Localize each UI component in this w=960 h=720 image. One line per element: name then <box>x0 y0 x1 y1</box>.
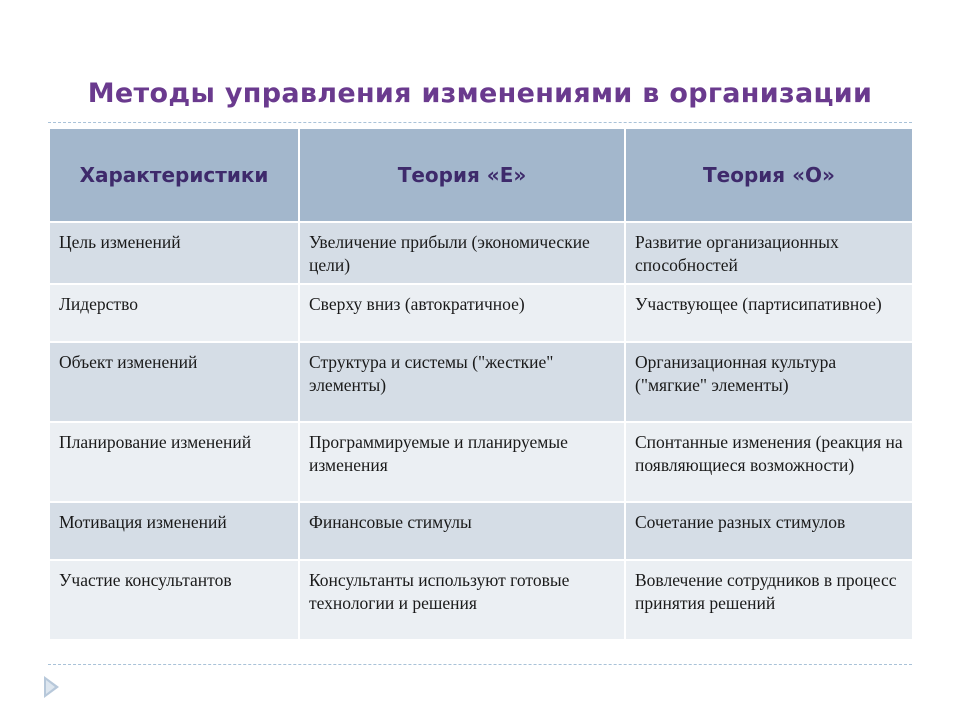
top-divider <box>48 122 912 123</box>
header-theory-o: Теория «О» <box>625 128 913 222</box>
cell-theory-o: Участвующее (партисипативное) <box>625 284 913 342</box>
header-theory-e: Теория «Е» <box>299 128 625 222</box>
cell-theory-e: Сверху вниз (автократичное) <box>299 284 625 342</box>
bottom-divider <box>48 664 912 665</box>
cell-theory-e: Структура и системы ("жесткие" элементы) <box>299 342 625 422</box>
comparison-table <box>48 127 914 641</box>
cell-theory-e: Программируемые и планируемые изменения <box>299 422 625 502</box>
triangle-bullet-icon <box>44 676 59 698</box>
cell-characteristic: Планирование изменений <box>49 422 299 502</box>
header-characteristics: Характеристики <box>49 128 299 222</box>
cell-theory-o: Организационная культура ("мягкие" элементы) <box>625 342 913 422</box>
table-row <box>49 222 913 284</box>
cell-theory-o: Сочетание разных стимулов <box>625 502 913 560</box>
cell-theory-e: Увеличение прибыли (экономические цели) <box>299 222 625 284</box>
table-row <box>49 502 913 560</box>
cell-theory-e: Финансовые стимулы <box>299 502 625 560</box>
table-row <box>49 342 913 422</box>
cell-characteristic: Мотивация изменений <box>49 502 299 560</box>
table-row <box>49 560 913 640</box>
table-row <box>49 422 913 502</box>
cell-theory-o: Спонтанные изменения (реакция на появляющиеся возможности) <box>625 422 913 502</box>
cell-theory-o: Развитие организационных способностей <box>625 222 913 284</box>
cell-theory-e: Консультанты используют готовые технологии и решения <box>299 560 625 640</box>
cell-characteristic: Участие консультантов <box>49 560 299 640</box>
table-row <box>49 284 913 342</box>
cell-characteristic: Цель изменений <box>49 222 299 284</box>
header-row <box>49 128 913 222</box>
cell-characteristic: Объект изменений <box>49 342 299 422</box>
cell-theory-o: Вовлечение сотрудников в процесс принятия решений <box>625 560 913 640</box>
slide-title: Методы управления изменениями в организации <box>87 78 873 109</box>
cell-characteristic: Лидерство <box>49 284 299 342</box>
